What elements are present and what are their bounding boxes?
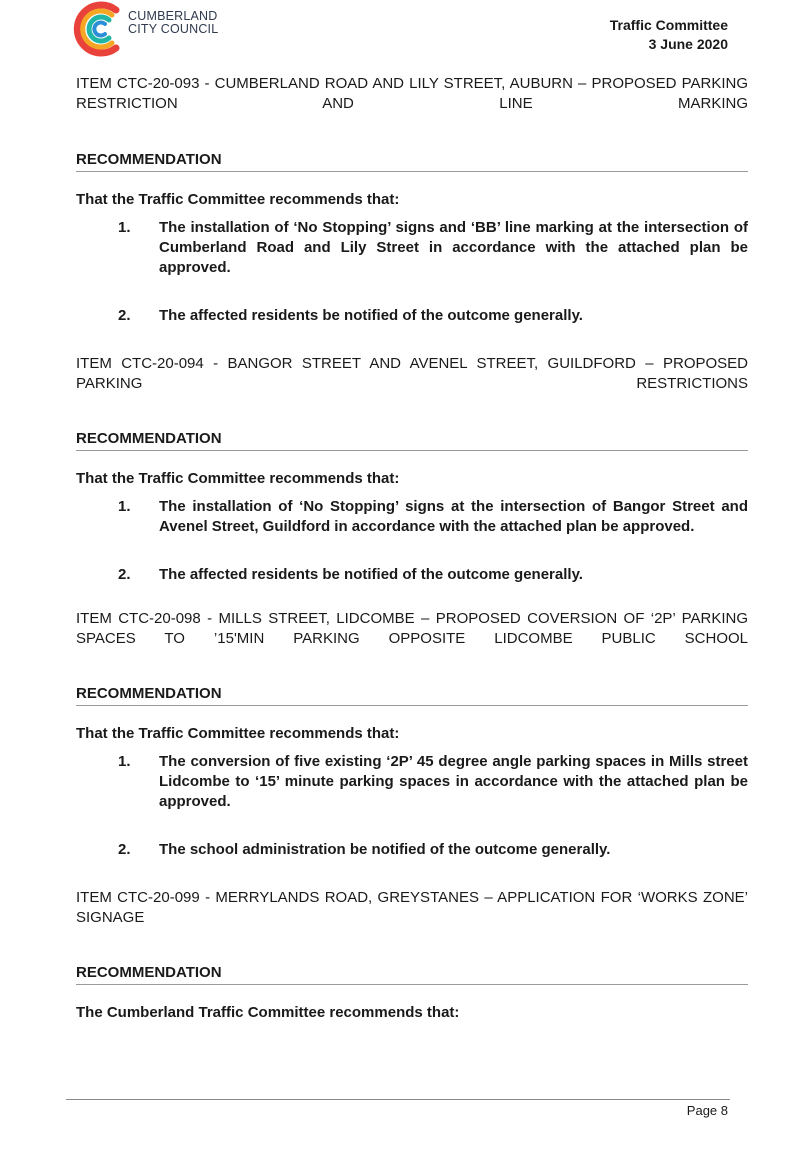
- item-title: ITEM CTC-20-098 - MILLS STREET, LIDCOMBE – PROPOSED COVERSION OF ‘2P’ PARKING SPACES TO ’15'MIN PARKING OPPOSITE LIDCOMBE PUBLIC SCHOOL: [76, 610, 748, 647]
- recommendation-heading: RECOMMENDATION: [76, 150, 748, 172]
- logo-line-1: CUMBERLAND: [128, 9, 218, 23]
- recommendation-lead: That the Traffic Committee recommends that:: [76, 191, 400, 208]
- recommendation-heading: RECOMMENDATION: [76, 963, 748, 985]
- list-item: 2. The school administration be notified of the outcome generally.: [118, 841, 611, 858]
- page-number: Page 8: [686, 1103, 728, 1118]
- council-logo: [70, 0, 230, 58]
- committee-name: Traffic Committee: [609, 17, 728, 33]
- list-item: 1. The installation of ‘No Stopping’ signs at the intersection of Bangor Street and Avenel Street, Guildford in accordance with the attached plan be approved.: [118, 498, 748, 535]
- document-body: [76, 74, 748, 1023]
- recommendation-list: [76, 752, 748, 860]
- logo-wordmark: [128, 10, 218, 36]
- item-title: ITEM CTC-20-094 - BANGOR STREET AND AVENEL STREET, GUILDFORD – PROPOSED PARKING RESTRICTIONS: [76, 355, 748, 392]
- recommendation-heading: RECOMMENDATION: [76, 684, 748, 706]
- item-title: ITEM CTC-20-093 - CUMBERLAND ROAD AND LILY STREET, AUBURN – PROPOSED PARKING RESTRICTION AND LINE MARKING: [76, 75, 748, 112]
- recommendation-heading: RECOMMENDATION: [76, 429, 748, 451]
- header-meta: [610, 16, 728, 54]
- logo-line-2: CITY COUNCIL: [128, 22, 219, 36]
- footer-divider: [66, 1099, 730, 1100]
- list-item: 2. The affected residents be notified of the outcome generally.: [118, 307, 583, 324]
- list-item: 2. The affected residents be notified of the outcome generally.: [118, 566, 583, 583]
- recommendation-lead: That the Traffic Committee recommends that:: [76, 470, 400, 487]
- meeting-date: 3 June 2020: [648, 36, 728, 52]
- list-item: 1. The conversion of five existing ‘2P’ 45 degree angle parking spaces in Mills street Lidcombe to ‘15’ minute parking spaces in accordance with the attached plan be approved.: [118, 753, 748, 810]
- list-item: 1. The installation of ‘No Stopping’ signs and ‘BB’ line marking at the intersection of Cumberland Road and Lily Street in accordance with the attached plan be approved.: [118, 219, 748, 276]
- item-title: ITEM CTC-20-099 - MERRYLANDS ROAD, GREYSTANES – APPLICATION FOR ‘WORKS ZONE’ SIGNAGE: [76, 889, 748, 926]
- recommendation-list: [76, 218, 748, 326]
- recommendation-lead: The Cumberland Traffic Committee recommends that:: [76, 1004, 460, 1021]
- recommendation-lead: That the Traffic Committee recommends that:: [76, 725, 400, 742]
- recommendation-list: [76, 497, 748, 585]
- logo-c-icon: [70, 0, 128, 58]
